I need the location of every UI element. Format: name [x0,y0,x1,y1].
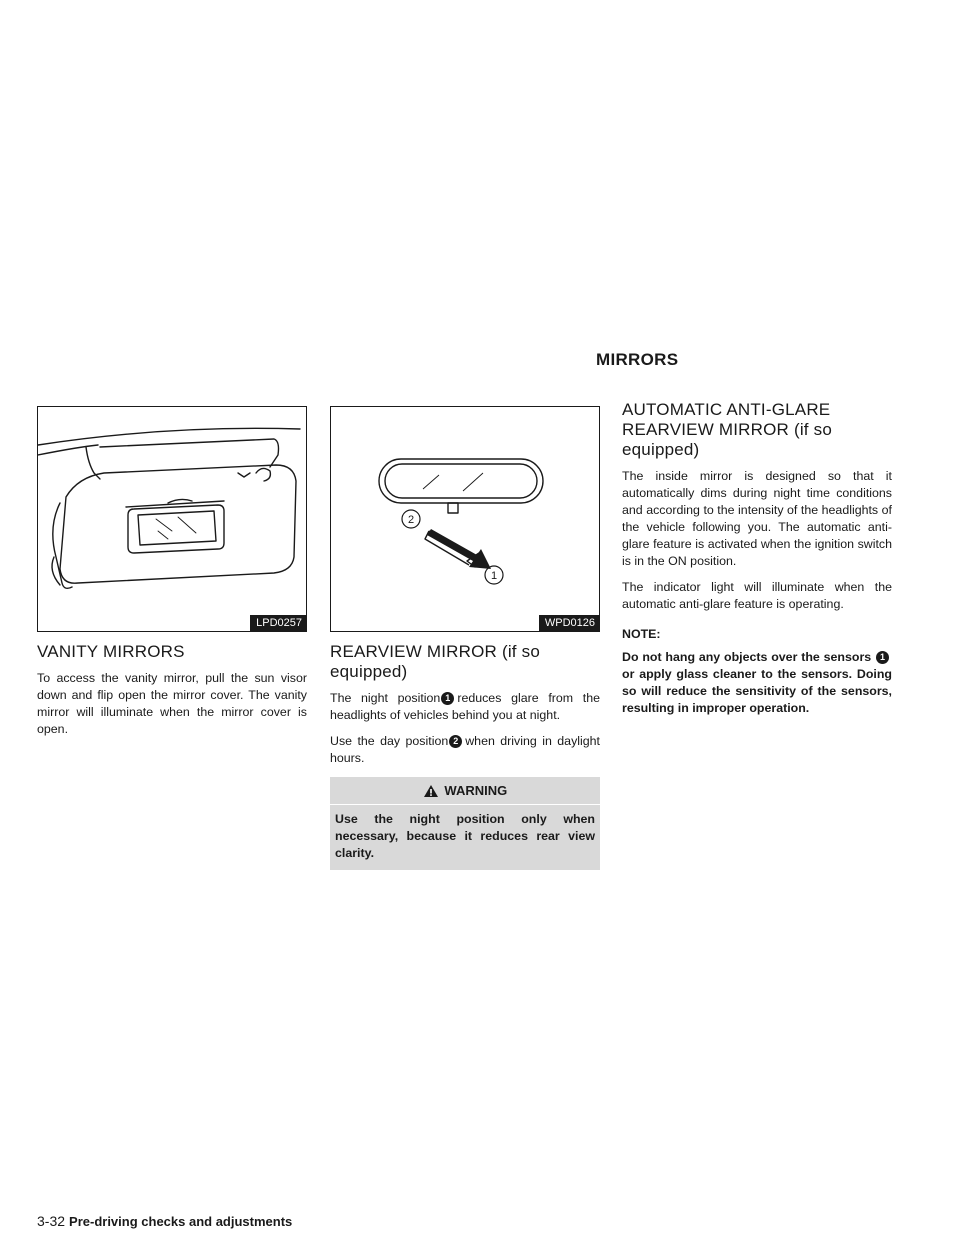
vanity-mirrors-heading: VANITY MIRRORS [37,642,185,661]
warning-label: WARNING [444,783,508,798]
vanity-mirror-illustration [37,406,307,632]
vanity-mirrors-text: To access the vanity mirror, pull the sun visor down and flip open the mirror cover. The vanity mirror will illuminate when the mirror cover is open. [37,671,307,736]
vanity-mirrors-column [37,406,307,747]
chapter-title: Pre-driving checks and adjustments [69,1214,293,1229]
page-footer [37,1213,292,1229]
callout-2-label: 2 [407,514,415,526]
day-position-text: Use the day position 2 when driving in daylight hours. [330,734,600,765]
indicator-light-text: The indicator light will illuminate when the automatic anti-glare feature is operating. [622,580,892,611]
rearview-mirror-drawing [331,407,599,631]
warning-text: Use the night position only when necessary, because it reduces rear view clarity. [335,812,595,860]
auto-anti-glare-column [622,400,892,717]
rearview-mirror-column [330,406,600,870]
figure-code: WPD0126 [539,615,599,631]
note-text: Do not hang any objects over the sensors 1or apply glass cleaner to the sensors. Doing so will reduce the sensitivity of the sensors, resulting in improper operation. [622,650,892,715]
callout-1-icon: 1 [876,651,889,664]
rearview-mirror-illustration [330,406,600,632]
warning-header [330,783,600,805]
warning-icon [423,784,439,798]
note-label: NOTE: [622,627,661,641]
page-number: 3-32 [37,1213,66,1229]
callout-1-label: 1 [490,570,498,582]
callout-1-icon: 1 [441,692,454,705]
section-title: MIRRORS [596,350,679,369]
warning-box [330,777,600,870]
rearview-mirror-heading: REARVIEW MIRROR (if so equipped) [330,642,540,681]
callout-2-icon: 2 [449,735,462,748]
night-position-text: The night position 1 reduces glare from the headlights of vehicles behind you at night. [330,691,601,722]
sun-visor-drawing [38,407,306,631]
auto-anti-glare-text: The inside mirror is designed so that it automatically dims during night time conditions and according to the intensity of the headlights of the vehicle following you. The automatic anti-glare feature is activated when the ignition switch is in the ON position. [622,469,892,568]
auto-anti-glare-heading: AUTOMATIC ANTI-GLARE REARVIEW MIRROR (if so equipped) [622,400,832,459]
figure-code: LPD0257 [250,615,306,631]
